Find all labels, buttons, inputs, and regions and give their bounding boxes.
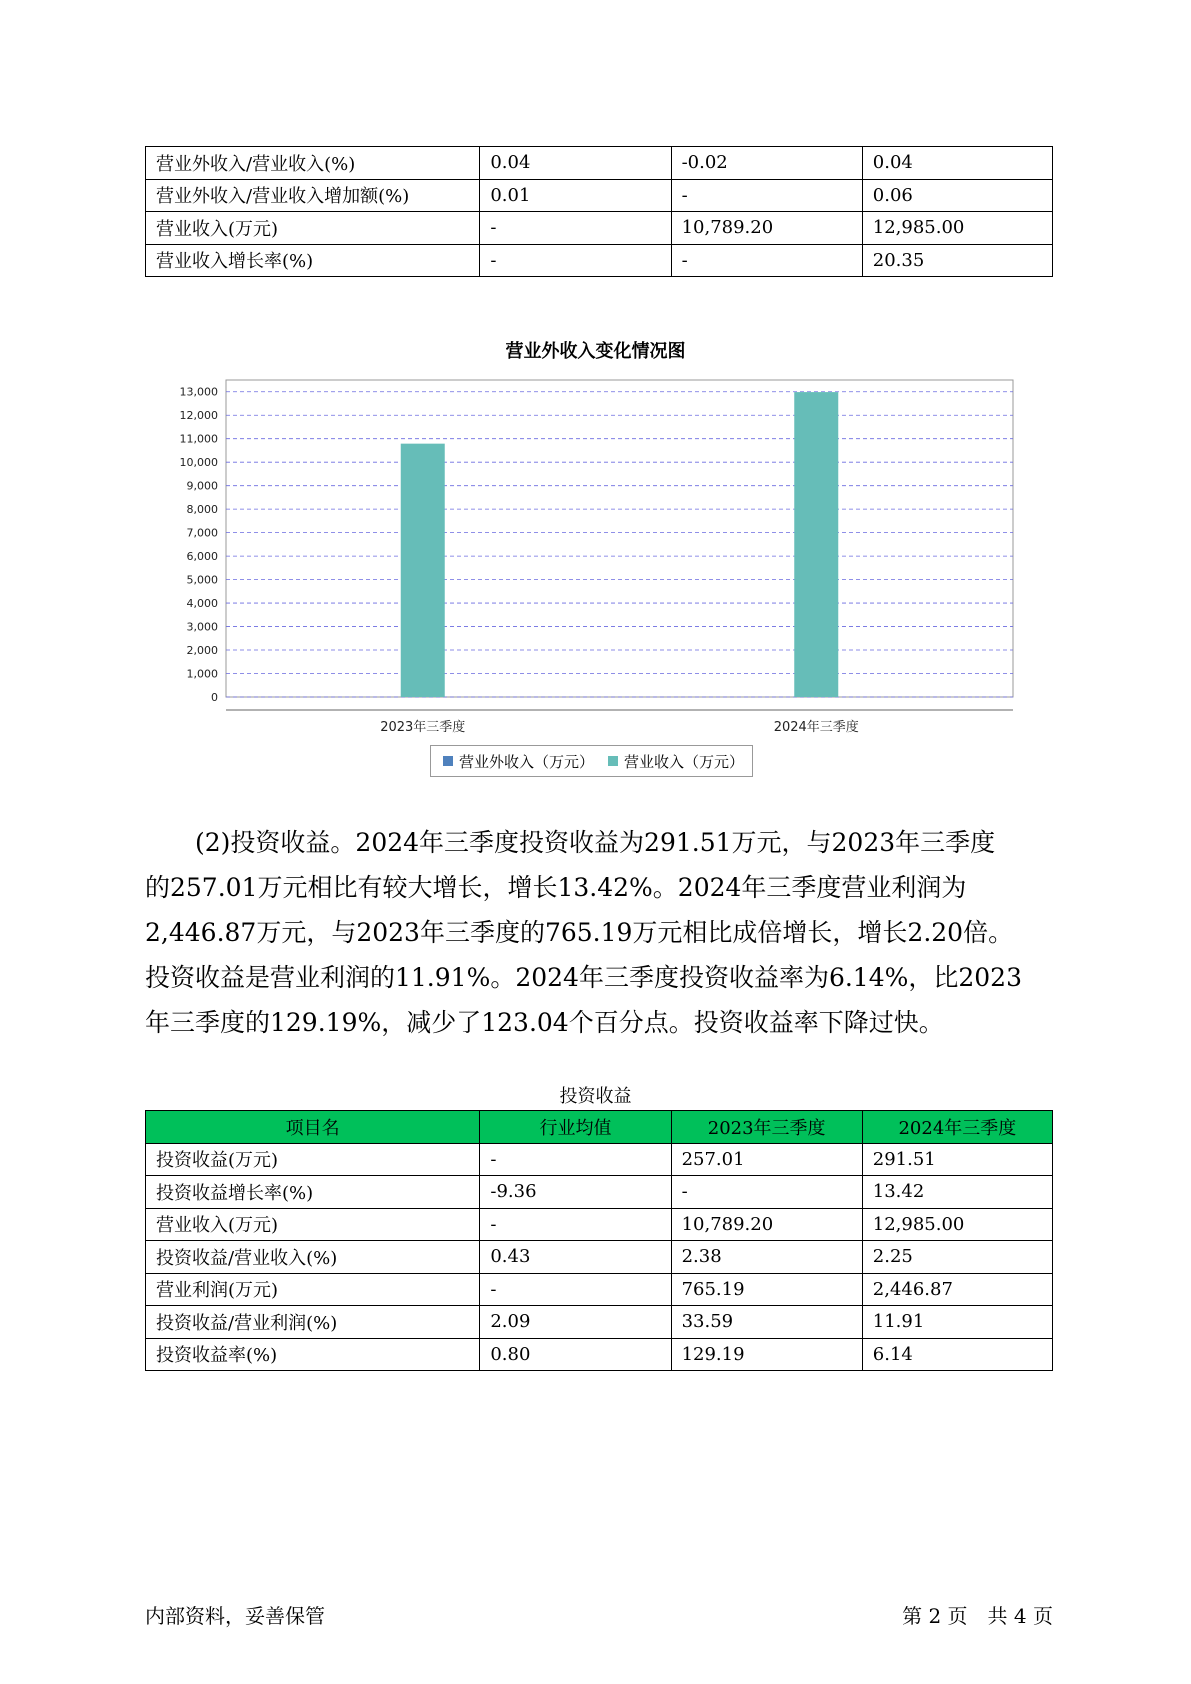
table-cell: 0.01	[480, 179, 671, 212]
bar	[401, 444, 445, 697]
paragraph-line: 投资收益是营业利润的11.91%。2024年三季度投资收益率为6.14%，比2023	[145, 963, 1022, 992]
table-cell: 0.04	[480, 147, 671, 180]
paragraph-line: 年三季度的129.19%，减少了123.04个百分点。投资收益率下降过快。	[145, 1008, 944, 1037]
column-header: 2024年三季度	[862, 1111, 1052, 1144]
y-tick-label: 11,000	[179, 432, 218, 446]
table-caption: 投资收益	[559, 1086, 632, 1107]
table-cell: 营业利润(万元)	[146, 1273, 480, 1306]
table-cell: 10,789.20	[671, 212, 862, 245]
table-cell: 投资收益/营业利润(%)	[146, 1306, 480, 1339]
table-cell: 投资收益增长率(%)	[146, 1176, 480, 1209]
y-tick-label: 4,000	[186, 597, 218, 611]
y-tick-label: 12,000	[179, 409, 218, 423]
table-cell: -	[671, 179, 862, 212]
table-cell: 10,789.20	[671, 1208, 862, 1241]
column-header: 项目名	[146, 1111, 480, 1144]
table-cell: 2.38	[671, 1241, 862, 1274]
table-cell: 11.91	[862, 1306, 1052, 1339]
table-cell: 765.19	[671, 1273, 862, 1306]
table-cell: -	[480, 1143, 671, 1176]
y-tick-label: 8,000	[186, 503, 218, 517]
table-cell: 2.09	[480, 1306, 671, 1339]
table-cell: 12,985.00	[862, 1208, 1052, 1241]
bar	[794, 392, 838, 697]
table-cell: 2.25	[862, 1241, 1052, 1274]
y-tick-label: 10,000	[179, 456, 218, 470]
table-cell: -	[480, 1208, 671, 1241]
table-row	[146, 1143, 1053, 1176]
table-cell: 投资收益(万元)	[146, 1143, 480, 1176]
table-cell: 6.14	[862, 1338, 1052, 1371]
paragraph-line: (2)投资收益。2024年三季度投资收益为291.51万元，与2023年三季度	[195, 828, 996, 857]
table-cell: 12,985.00	[862, 212, 1052, 245]
table-cell: 291.51	[862, 1143, 1052, 1176]
table-row	[146, 1306, 1053, 1339]
paragraph-line: 2,446.87万元，与2023年三季度的765.19万元相比成倍增长，增长2.20倍。	[145, 918, 1014, 947]
x-category-label: 2023年三季度	[380, 720, 466, 735]
table-cell: 129.19	[671, 1338, 862, 1371]
investment-income-table	[145, 1110, 1053, 1371]
table-cell: -0.02	[671, 147, 862, 180]
column-header: 行业均值	[480, 1111, 671, 1144]
table-cell: 2,446.87	[862, 1273, 1052, 1306]
table-row	[146, 1338, 1053, 1371]
table-cell: 营业收入(万元)	[146, 212, 480, 245]
table-row	[146, 1208, 1053, 1241]
table-header-row	[146, 1111, 1053, 1144]
legend-label: 营业收入（万元）	[624, 752, 745, 771]
plot-area	[226, 380, 1013, 697]
y-tick-label: 0	[211, 691, 218, 704]
y-tick-label: 5,000	[186, 573, 218, 587]
table-cell: 投资收益率(%)	[146, 1338, 480, 1371]
y-tick-label: 7,000	[186, 526, 218, 540]
analysis-paragraph	[145, 820, 1065, 1045]
y-tick-label: 13,000	[179, 385, 218, 399]
footer-confidential-note: 内部资料，妥善保管	[145, 1604, 325, 1628]
table-cell: 13.42	[862, 1176, 1052, 1209]
footer-page-number: 第 2 页 共 4 页	[902, 1604, 1053, 1628]
table-cell: 257.01	[671, 1143, 862, 1176]
y-tick-label: 6,000	[186, 550, 218, 564]
table-cell: -	[671, 1176, 862, 1209]
chart-title: 营业外收入变化情况图	[505, 341, 686, 362]
table-cell: -	[480, 1273, 671, 1306]
table-cell: 33.59	[671, 1306, 862, 1339]
table-cell: 营业外收入/营业收入增加额(%)	[146, 179, 480, 212]
table-cell: -	[671, 244, 862, 277]
table-cell: -	[480, 244, 671, 277]
table-cell: 0.80	[480, 1338, 671, 1371]
table-cell: -	[480, 212, 671, 245]
table-cell: 营业收入(万元)	[146, 1208, 480, 1241]
table-cell: 0.06	[862, 179, 1052, 212]
legend-swatch-nonoperating-income	[443, 756, 453, 766]
y-tick-label: 2,000	[186, 644, 218, 658]
y-tick-label: 9,000	[186, 479, 218, 493]
table-cell: 0.04	[862, 147, 1052, 180]
table-row	[146, 1176, 1053, 1209]
legend-label: 营业外收入（万元）	[459, 752, 595, 771]
table-cell: 营业收入增长率(%)	[146, 244, 480, 277]
x-category-label: 2024年三季度	[773, 720, 859, 735]
chart-legend	[430, 745, 753, 777]
bar-chart	[0, 0, 1191, 740]
y-tick-label: 3,000	[186, 620, 218, 634]
table-cell: 20.35	[862, 244, 1052, 277]
table-cell: 营业外收入/营业收入(%)	[146, 147, 480, 180]
y-tick-label: 1,000	[186, 667, 218, 681]
table-cell: -9.36	[480, 1176, 671, 1209]
table-cell: 投资收益/营业收入(%)	[146, 1241, 480, 1274]
table-cell: 0.43	[480, 1241, 671, 1274]
table-row	[146, 1273, 1053, 1306]
column-header: 2023年三季度	[671, 1111, 862, 1144]
table-row	[146, 1241, 1053, 1274]
legend-swatch-operating-revenue	[608, 756, 618, 766]
paragraph-line: 的257.01万元相比有较大增长，增长13.42%。2024年三季度营业利润为	[145, 873, 967, 902]
